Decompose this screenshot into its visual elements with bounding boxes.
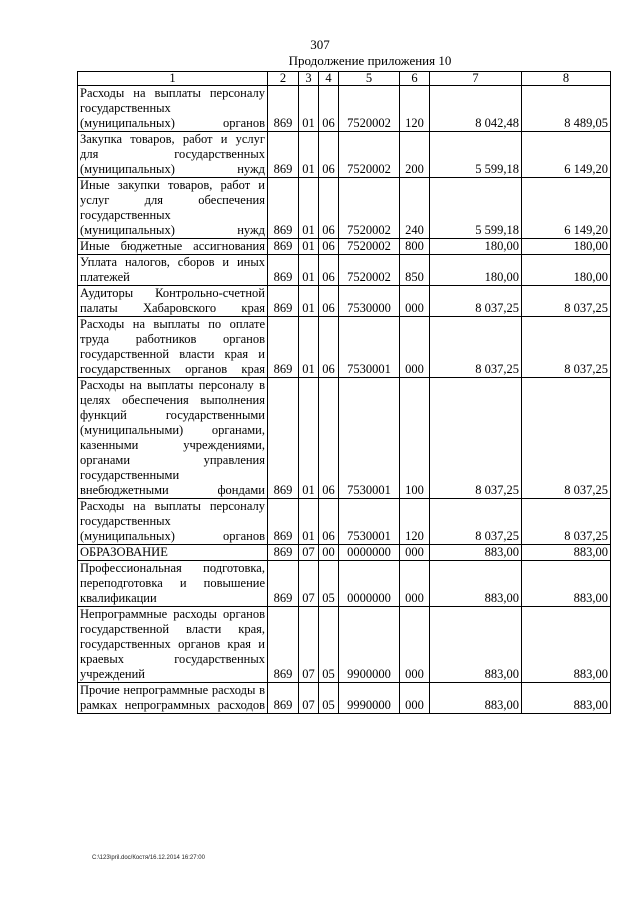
cell-target-article: 9900000 [339,607,400,683]
cell-ved: 869 [268,86,299,132]
cell-sum-year1: 5 599,18 [430,132,522,178]
cell-subsection: 06 [319,178,339,239]
cell-sum-year2: 180,00 [522,255,611,286]
cell-sum-year1: 8 042,48 [430,86,522,132]
cell-subsection: 06 [319,378,339,499]
cell-target-article: 7520002 [339,132,400,178]
cell-ved: 869 [268,545,299,561]
cell-subsection: 06 [319,286,339,317]
cell-ved: 869 [268,683,299,714]
cell-section: 07 [299,545,319,561]
cell-target-article: 7520002 [339,86,400,132]
table-row [78,683,611,714]
cell-expense-type: 120 [400,499,430,545]
cell-ved: 869 [268,378,299,499]
table-row [78,561,611,607]
cell-expense-name: Закупка товаров, работ и услуг для государственных (муниципальных) нужд [78,132,268,178]
cell-sum-year1: 883,00 [430,607,522,683]
cell-sum-year2: 883,00 [522,683,611,714]
cell-expense-type: 200 [400,132,430,178]
cell-target-article: 7530000 [339,286,400,317]
cell-section: 01 [299,317,319,378]
cell-expense-type: 000 [400,545,430,561]
cell-expense-name: Расходы на выплаты персоналу государственных (муниципальных) органов [78,499,268,545]
cell-expense-type: 000 [400,317,430,378]
cell-sum-year1: 8 037,25 [430,317,522,378]
cell-expense-name: Непрограммные расходы органов государственной власти края, государственных органов края и краевых государственных учреждений [78,607,268,683]
page-number: 307 [310,37,330,52]
cell-expense-name: ОБРАЗОВАНИЕ [78,545,268,561]
cell-sum-year2: 883,00 [522,561,611,607]
cell-subsection: 06 [319,499,339,545]
cell-expense-name: Расходы на выплаты персоналу в целях обеспечения выполнения функций государственными (муниципальными) органами, казенными учреждениями, органами управления государственными внебюджетными фондами [78,378,268,499]
cell-expense-type: 000 [400,561,430,607]
table-row [78,255,611,286]
cell-expense-name: Расходы на выплаты по оплате труда работников органов государственной власти края и государственных органов края [78,317,268,378]
budget-table [77,71,611,714]
cell-expense-type: 000 [400,607,430,683]
cell-section: 07 [299,561,319,607]
cell-section: 01 [299,239,319,255]
cell-expense-type: 100 [400,378,430,499]
cell-sum-year1: 8 037,25 [430,378,522,499]
cell-sum-year1: 8 037,25 [430,499,522,545]
cell-ved: 869 [268,607,299,683]
cell-sum-year2: 8 037,25 [522,499,611,545]
cell-sum-year1: 883,00 [430,683,522,714]
cell-target-article: 7520002 [339,178,400,239]
table-row [78,239,611,255]
cell-subsection: 06 [319,86,339,132]
cell-subsection: 05 [319,561,339,607]
cell-expense-name: Расходы на выплаты персоналу государственных (муниципальных) органов [78,86,268,132]
cell-subsection: 06 [319,132,339,178]
cell-subsection: 06 [319,317,339,378]
table-row [78,378,611,499]
cell-sum-year2: 8 489,05 [522,86,611,132]
cell-subsection: 05 [319,607,339,683]
cell-expense-name: Профессиональная подготовка, переподготовка и повышение квалификации [78,561,268,607]
cell-expense-name: Иные закупки товаров, работ и услуг для обеспечения государственных (муниципальных) нужд [78,178,268,239]
file-path-footer: C:\123\pril.doc/Костя/16.12.2014 16:27:00 [92,855,205,861]
header-row [78,72,611,86]
cell-ved: 869 [268,132,299,178]
cell-section: 01 [299,499,319,545]
cell-sum-year1: 5 599,18 [430,178,522,239]
cell-expense-type: 000 [400,683,430,714]
cell-section: 01 [299,86,319,132]
cell-sum-year1: 883,00 [430,545,522,561]
cell-sum-year1: 180,00 [430,255,522,286]
cell-sum-year1: 883,00 [430,561,522,607]
cell-subsection: 06 [319,239,339,255]
cell-sum-year2: 883,00 [522,607,611,683]
cell-target-article: 7530001 [339,378,400,499]
table-row [78,178,611,239]
cell-expense-type: 240 [400,178,430,239]
continuation-label: Продолжение приложения 10 [288,53,452,68]
cell-expense-name: Иные бюджетные ассигнования [78,239,268,255]
cell-target-article: 0000000 [339,561,400,607]
cell-target-article: 7530001 [339,499,400,545]
cell-expense-name: Прочие непрограммные расходы в рамках непрограммных расходов [78,683,268,714]
cell-sum-year1: 8 037,25 [430,286,522,317]
cell-section: 01 [299,178,319,239]
column-header: 3 [299,72,319,86]
cell-target-article: 7520002 [339,239,400,255]
cell-ved: 869 [268,239,299,255]
table-row [78,86,611,132]
column-header: 5 [339,72,400,86]
table-row [78,286,611,317]
cell-subsection: 00 [319,545,339,561]
cell-ved: 869 [268,255,299,286]
table-row [78,545,611,561]
table-row [78,607,611,683]
cell-sum-year2: 8 037,25 [522,286,611,317]
table-row [78,132,611,178]
cell-ved: 869 [268,561,299,607]
cell-sum-year2: 8 037,25 [522,317,611,378]
table-row [78,499,611,545]
cell-target-article: 0000000 [339,545,400,561]
cell-sum-year2: 180,00 [522,239,611,255]
cell-subsection: 05 [319,683,339,714]
cell-sum-year2: 6 149,20 [522,132,611,178]
cell-sum-year2: 8 037,25 [522,378,611,499]
column-header: 4 [319,72,339,86]
cell-expense-name: Аудиторы Контрольно-счетной палаты Хабаровского края [78,286,268,317]
column-header: 7 [430,72,522,86]
cell-expense-type: 850 [400,255,430,286]
cell-sum-year2: 883,00 [522,545,611,561]
cell-section: 01 [299,255,319,286]
cell-ved: 869 [268,178,299,239]
cell-section: 01 [299,378,319,499]
cell-ved: 869 [268,499,299,545]
cell-expense-name: Уплата налогов, сборов и иных платежей [78,255,268,286]
cell-target-article: 9990000 [339,683,400,714]
cell-subsection: 06 [319,255,339,286]
cell-section: 01 [299,286,319,317]
cell-sum-year2: 6 149,20 [522,178,611,239]
cell-expense-type: 000 [400,286,430,317]
cell-target-article: 7520002 [339,255,400,286]
column-header: 1 [78,72,268,86]
table-row [78,317,611,378]
column-header: 8 [522,72,611,86]
cell-expense-type: 120 [400,86,430,132]
column-header: 2 [268,72,299,86]
cell-ved: 869 [268,286,299,317]
cell-section: 01 [299,132,319,178]
cell-ved: 869 [268,317,299,378]
column-header: 6 [400,72,430,86]
cell-sum-year1: 180,00 [430,239,522,255]
cell-expense-type: 800 [400,239,430,255]
cell-section: 07 [299,683,319,714]
cell-target-article: 7530001 [339,317,400,378]
cell-section: 07 [299,607,319,683]
